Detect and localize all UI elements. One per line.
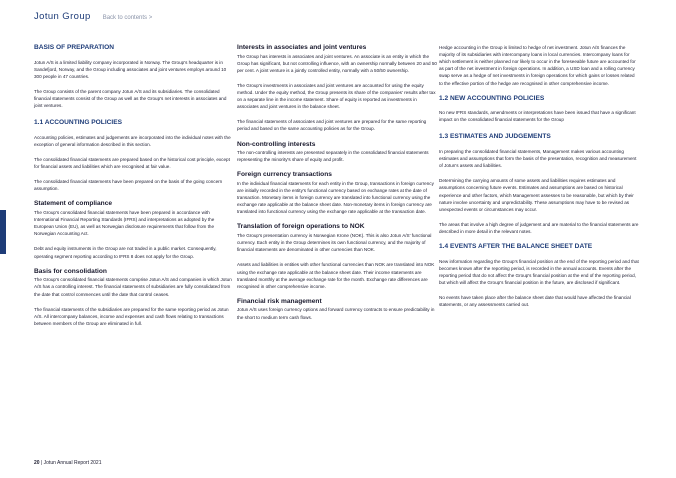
footer-separator: | xyxy=(40,460,43,466)
paragraph: No events have taken place after the balance sheet date that would have affected the financial statements, or any assessments carried out. xyxy=(439,295,631,308)
paragraph: The Group's presentation currency is Norwegian Krone (NOK). This is also Jotun A/S' functional currency. Each entity in the Group determines its own functional currency, and the majority of financial statements are denominated in other currencies than NOK. xyxy=(237,233,432,253)
subheading-basis-for-consolidation: Basis for consolidation xyxy=(34,267,107,275)
paragraph: In the individual financial statements for each entity in the Group, transactions in foreign currency are initially recorded in the entity's functional currency based on exchange rates at the date of transaction. Monetary items in foreign currency are translated into functional currency using the exchange rate applicable at the balance sheet date. Non-monetary items in foreign currency are translated into functional currency using the exchange rate applicable at the transaction date. xyxy=(237,180,434,215)
paragraph: The Group's consolidated financial statements comprise Jotun A/S and companies in which Jotun A/S has a controlling interest. The financial statements of subsidiaries are fully consolidated from the date that control commences until the date that control ceases. xyxy=(34,277,232,297)
paragraph: The consolidated financial statements have been prepared on the basis of the going concern assumption. xyxy=(34,179,223,192)
paragraph: The Group's investments in associates and joint ventures are accounted for using the equity method. Under the equity method, the Group presents its share of the companies' results after tax on a separate line in the income statement. Share of equity is reported as investments in associates and joint ventures in the balance sheet. xyxy=(237,82,436,110)
paragraph: Jotun A/S uses foreign currency options and forward currency contracts to ensure predictability in the short to medium term cash flows. xyxy=(237,307,435,320)
paragraph: The Group's consolidated financial statements have been prepared in accordance with International Financial Reporting Standards (IFRS) and interpretations as adopted by the European Union (EU), as well as Norwegian disclosure requirements that follow from the Norwegian Accounting Act. xyxy=(34,210,215,237)
paragraph: The consolidated financial statements are prepared based on the historical cost principle, except for financial assets and liabilities which are recognised at fair value. xyxy=(34,157,230,170)
column-left xyxy=(34,44,234,335)
heading-accounting-policies: 1.1 ACCOUNTING POLICIES xyxy=(34,119,123,127)
subheading-foreign-currency-transactions: Foreign currency transactions xyxy=(237,171,332,179)
paragraph: The Group has interests in associates and joint ventures. An associate is an entity in which the Group has significant, but not controlling influence, with an ownership normally between 20 and 50 per cent. A joint venture is a jointly controlled entity, normally with a 50/50 ownership. xyxy=(237,53,437,73)
subheading-statement-of-compliance: Statement of compliance xyxy=(34,200,113,208)
page-header xyxy=(34,11,152,25)
paragraph: The financial statements of the subsidiaries are prepared for the same reporting period as Jotun A/S. All intercompany balances, income and expenses and cash flows relating to transactions between members of the Group are eliminated in full. xyxy=(34,306,229,326)
paragraph: The areas that involve a high degree of judgement and are material to the financial statements are described in more detail in the relevant notes. xyxy=(439,221,639,235)
paragraph: Debt and equity instruments in the Group are not traded in a public market. Consequently, operating segment reporting according to IFRS 8 does not apply for the Group. xyxy=(34,246,217,259)
paragraph: New information regarding the Group's financial position at the end of the reporting period and that becomes known after the reporting period, is recorded in the annual accounts. Events after the reporting period that do not affect the Group's financial position at the end of the reporting period, but which will affect the Group's financial position in the future, are disclosed if significant. xyxy=(439,258,639,286)
brand-name: Jotun Group xyxy=(34,11,91,22)
page-number: 20 xyxy=(34,460,40,466)
paragraph: Assets and liabilities in entities with other functional currencies than NOK are translated into NOK using the exchange rate applicable at the balance sheet date. Their income statements are translated monthly at the average exchange rate for the month. Exchange rate differences are recognised in other comprehensive income. xyxy=(237,262,435,289)
heading-events-after-balance-sheet-date: 1.4 EVENTS AFTER THE BALANCE SHEET DATE xyxy=(439,243,593,251)
heading-estimates-and-judgements: 1.3 ESTIMATES AND JUDGEMENTS xyxy=(439,133,551,141)
back-to-contents-link[interactable]: Back to contents > xyxy=(102,15,153,21)
paragraph: The non-controlling interests are presented separately in the consolidated financial statements representing the minority's share of equity and profit. xyxy=(237,150,429,163)
subheading-associates-joint-ventures: Interests in associates and joint ventures xyxy=(237,44,367,51)
paragraph: Determining the carrying amounts of some assets and liabilities requires estimates and assumptions concerning future events. Estimates and assumptions are based on historical experience and other factors, which Management assesses to be reasonable, but which by their nature involve uncertainty and unpredictability. These assumptions may have to be revised as unexpected events or circumstances may occur. xyxy=(439,178,634,212)
subheading-non-controlling-interests: Non-controlling interests xyxy=(237,140,316,148)
column-middle xyxy=(237,44,437,329)
paragraph: No new IFRS standards, amendments or interpretations have been issued that have a significant impact on the consolidated financial statements for the Group xyxy=(439,110,636,123)
report-title: Jotun Annual Report 2021 xyxy=(43,460,102,466)
heading-new-accounting-policies: 1.2 NEW ACCOUNTING POLICIES xyxy=(439,94,545,102)
paragraph: In preparing the consolidated financial statements, Management makes various accounting estimates and assumptions that form the basis of the presentation, recognition and measurement of Jotun's assets and liabilities. xyxy=(439,149,637,169)
column-right xyxy=(439,44,639,316)
paragraph: The financial statements of associates and joint ventures are prepared for the same reporting period and based on the same accounting policies as for the Group. xyxy=(237,119,427,132)
paragraph: Accounting policies, estimates and judgements are incorporated into the individual notes with the exception of general information described in this section. xyxy=(34,134,231,147)
side-tab-marker xyxy=(0,210,6,254)
paragraph: Hedge accounting in the Group is limited to hedge of net investment. Jotun A/S finances the majority of its subsidiaries with intercompany loans in local currencies. Intercompany loans for which settlement is neither planned nor likely to occur in the foreseeable future are accounted for as part of the net investment in foreign operations. In addition, a USD loan and a rolling currency swap serve as a hedge of net investments in foreign operations for which gains or losses related to the effective portion of the hedge are recognised in other comprehensive income. xyxy=(439,45,636,86)
heading-basis-of-preparation: BASIS OF PREPARATION xyxy=(34,44,114,51)
page-footer xyxy=(34,460,101,466)
paragraph: Jotun A/S is a limited liability company incorporated in Norway. The Group's headquarter is in Sandefjord, Norway, and the Group including associates and joint ventures employs around 10 300 people in 47 countries. xyxy=(34,59,227,79)
subheading-translation-foreign-operations: Translation of foreign operations to NOK xyxy=(237,223,365,231)
subheading-financial-risk-management: Financial risk management xyxy=(237,297,322,305)
paragraph: The Group consists of the parent company Jotun A/S and its subsidiaries. The consolidated financial statements consist of the Group as well as the Group's net interests in associates and joint ventures. xyxy=(34,88,227,109)
